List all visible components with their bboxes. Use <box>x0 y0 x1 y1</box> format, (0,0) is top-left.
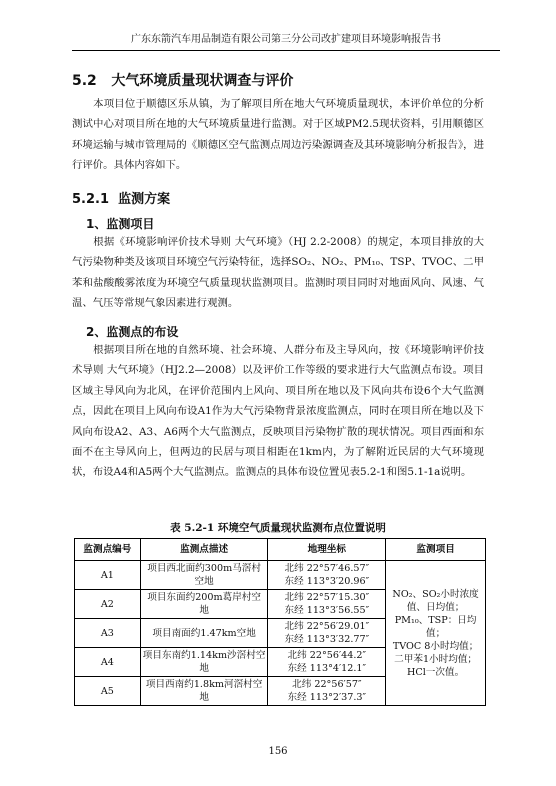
table-caption: 表 5.2-1 环境空气质量现状监测布点位置说明 <box>170 522 386 534</box>
section-title: 5.2 大气环境质量现状调查与评价 <box>72 73 294 89</box>
col-header-items: 监测项目 <box>386 539 486 561</box>
cell-desc: 项目东面约200m葛岸村空地 <box>140 590 268 619</box>
cell-coord: 北纬 22°56′57″ 东经 113°2′37.3″ <box>268 677 386 706</box>
page-number: 156 <box>268 746 288 757</box>
page-header: 广东东箭汽车用品制造有限公司第三分公司改扩建项目环境影响报告书 <box>72 30 500 51</box>
item1-title: 1、监测项目 <box>86 217 155 231</box>
table-row <box>75 561 486 590</box>
cell-id: A1 <box>75 561 141 590</box>
item2-paragraph <box>72 340 484 483</box>
cell-desc: 项目东南约1.14km沙滘村空地 <box>140 648 268 677</box>
cell-coord: 北纬 22°56′44.2″ 东经 113°4′12.1″ <box>268 648 386 677</box>
col-header-desc: 监测点描述 <box>140 539 268 561</box>
col-header-coord: 地理坐标 <box>268 539 386 561</box>
col-header-id: 监测点编号 <box>75 539 141 561</box>
subsection-title: 5.2.1 监测方案 <box>72 192 171 207</box>
monitoring-table <box>74 538 486 706</box>
cell-coord: 北纬 22°56′29.01″ 东经 113°3′32.77″ <box>268 619 386 648</box>
intro-paragraph <box>72 94 484 176</box>
cell-id: A2 <box>75 590 141 619</box>
cell-id: A3 <box>75 619 141 648</box>
item1-paragraph <box>72 232 484 314</box>
cell-coord: 北纬 22°57′15.30″ 东经 113°3′56.55″ <box>268 590 386 619</box>
cell-desc: 项目南面约1.47km空地 <box>140 619 268 648</box>
cell-desc: 项目西南约1.8km河滘村空地 <box>140 677 268 706</box>
cell-id: A4 <box>75 648 141 677</box>
item1-text: 根据《环境影响评价技术导则 大气环境》（HJ 2.2-2008）的规定，本项目排放的大气污染物种类及该项目环境空气污染特征，选择SO₂、NO₂、PM₁₀、TSP、TVOC、二甲苯和盐酸酸雾浓度为环境空气质量现状监测项目。监测时项目同时对地面风向、风速、气温、气压等常规气象因素进行观测。 <box>72 236 484 310</box>
item2-text: 根据项目所在地的自然环境、社会环境、人群分布及主导风向，按《环境影响评价技术导则 大气环境》（HJ2.2—2008）以及评价工作等级的要求进行大气监测点布设。项目区域主导风向为北风，在评价范围内上风向、项目所在地以及下风向共布设6个大气监测点，因此在项目上风向布设A1作为大气污染物背景浓度监测点，同时在项目所在地以及下风向布设A2、A3、A6两个大气监测点，反映项目污染物扩散的现状情况。项目西面和东面不在主导风向上，但两边的民居与项目相距在1km内，为了解附近民居的大气环境现状，布设A4和A5两个大气监测点。监测点的具体布设位置见表5.2-1和图5.1-1a说明。 <box>72 344 484 479</box>
intro-text: 本项目位于顺德区乐从镇，为了解项目所在地大气环境质量现状，本评价单位的分析测试中心对项目所在地的大气环境质量进行监测。对于区域PM2.5现状资料，引用顺德区环境运输与城市管理局的《顺德区空气监测点周边污染源调查及其环境影响分析报告》，进行评价。具体内容如下。 <box>72 98 484 172</box>
cell-coord: 北纬 22°57′46.57″ 东经 113°3′20.96″ <box>268 561 386 590</box>
item2-title: 2、监测点的布设 <box>86 325 179 339</box>
cell-id: A5 <box>75 677 141 706</box>
cell-items: NO₂、SO₂小时浓度值、日均值； PM₁₀、TSP：日均值； TVOC 8小时均值； 二甲苯1小时均值； HCl一次值。 <box>386 561 486 706</box>
table-header-row <box>75 539 486 561</box>
cell-desc: 项目西北面约300m马滘村空地 <box>140 561 268 590</box>
